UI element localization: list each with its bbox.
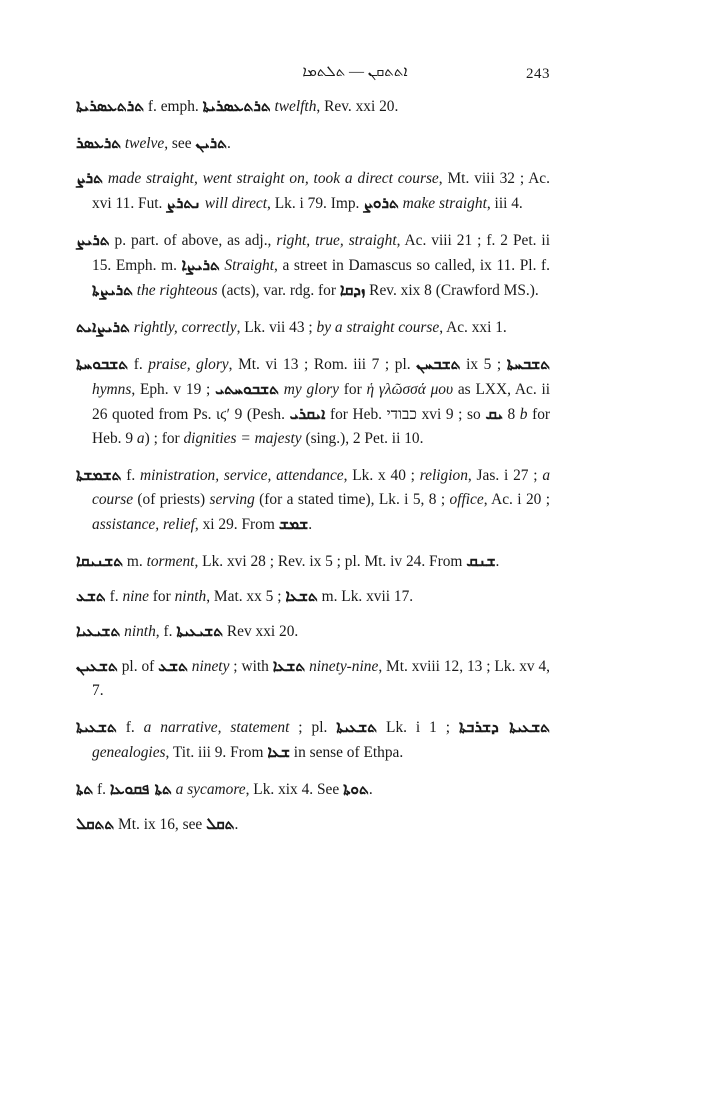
entry-text: , Lk. vii 43 ; <box>236 319 317 336</box>
syriac-headword: ܬܪܝܨܬܐ <box>92 281 133 299</box>
italic-gloss: a <box>136 430 145 447</box>
entry-text: , Ac. viii 21 ; f. 2 Pet. ii 15. Emph. m. <box>92 232 550 274</box>
syriac-headword: ܬܫܒܘܚܬܐ <box>76 355 129 373</box>
italic-gloss: genealogies <box>92 744 166 761</box>
entry-text: , Rev. xxi 20. <box>316 98 399 115</box>
entry-text: ; pl. <box>289 719 337 736</box>
entry-text: f. <box>128 356 149 373</box>
syriac-headword: ܬܫܝܥܝܐ <box>76 622 121 640</box>
entry-text: , xi 29. From <box>194 516 279 533</box>
syriac-headword: ܫܢܩ <box>466 552 496 570</box>
syriac-headword: ܬܪܥܣܪ <box>76 134 122 152</box>
entry-text: , Lk. x 40 ; <box>343 467 420 484</box>
syriac-headword: ܬܫܢܝܩܐ <box>76 552 124 570</box>
entry-text: for Heb. כבודי xvi 9 ; so <box>325 406 486 423</box>
syriac-headword: ܫܥܐ <box>267 743 290 761</box>
italic-gloss: ninth <box>120 623 156 640</box>
entry-text: (acts), var. rdg. for <box>217 282 340 299</box>
syriac-headword: ܬܪܝܨܐ <box>181 256 220 274</box>
syriac-headword: ܬܩܠ <box>206 815 235 833</box>
entry <box>76 715 550 765</box>
italic-gloss: right, true, straight <box>276 232 397 249</box>
italic-gloss: ninety-nine <box>305 658 379 675</box>
syriac-headword: ܬܫܒܚܢ <box>416 355 461 373</box>
italic-gloss: made straight, went straight on, took a direct course <box>102 170 439 187</box>
entry-text: f. <box>93 781 110 798</box>
entry-text: as LXX, Ac. ii 26 quoted from Ps. ιϛʹ 9 (Pesh. <box>92 381 551 423</box>
syriac-headword: ܝܩ <box>485 405 503 423</box>
entry-text: . <box>226 135 231 152</box>
italic-gloss: rightly, correctly <box>129 319 237 336</box>
entry-text: , Lk. xix 4. See <box>245 781 344 798</box>
italic-gloss: my glory <box>278 381 339 398</box>
entry-text: . <box>495 553 500 570</box>
entry <box>76 619 550 644</box>
entry-text: m. Lk. xvii 17. <box>317 588 414 605</box>
syriac-headword: ܐܝܩܪܝ <box>289 405 326 423</box>
syriac-headword: ܬܪܬܥܣܪܝܬܐ <box>76 97 145 115</box>
entry-text: ; with <box>229 658 273 675</box>
entry-text: , Eph. v 19 ; <box>131 381 216 398</box>
italic-gloss: dignities = majesty <box>183 430 302 447</box>
italic-gloss: ninety <box>187 658 230 675</box>
italic-gloss: serving <box>209 491 255 508</box>
entry <box>76 131 550 156</box>
entry <box>76 777 550 802</box>
entry-text: f. <box>105 588 123 605</box>
entry-text: , Lk. i 79. Imp. <box>267 195 364 212</box>
syriac-headword: ܬܫܥܝܢ <box>76 657 118 675</box>
syriac-headword: ܬܬܐ ܦܩܘܥܐ <box>109 780 172 798</box>
entry-text: for <box>338 381 367 398</box>
italic-gloss: hymns <box>92 381 132 398</box>
entry-text: f. <box>121 467 140 484</box>
entry <box>76 352 550 451</box>
syriac-headword: ܬܫܥ <box>158 657 188 675</box>
running-title: ܐܬܬܩܢ — ܬܠܬܡܐ <box>302 64 408 80</box>
entry-text: Rev xxi 20. <box>223 623 299 640</box>
syriac-headword: ܙܕܩܐ <box>339 281 366 299</box>
entry-text: , Ac. xxi 1. <box>439 319 507 336</box>
syriac-headword: ܬܪܝܨܐܝܬ <box>76 318 130 336</box>
italic-gloss: a narrative, statement <box>143 719 290 736</box>
entry-text: m. <box>123 553 147 570</box>
entry-text: ix 5 ; <box>460 356 507 373</box>
entry-text: (of priests) <box>133 491 210 508</box>
entry-text: f. <box>116 719 144 736</box>
entry-text: , f. <box>155 623 177 640</box>
entry-text: . <box>368 781 373 798</box>
italic-gloss: the righteous <box>132 282 218 299</box>
entry <box>76 166 550 216</box>
entry-text: , iii 4. <box>486 195 523 212</box>
italic-gloss: by a straight course <box>316 319 440 336</box>
entry-text: , Jas. i 27 ; <box>467 467 543 484</box>
entry-text: in sense of Ethpa. <box>289 744 404 761</box>
syriac-headword: ܬܫܥܝܬܐ ܕܫܪܒܬܐ <box>459 718 550 736</box>
entry-text: . <box>308 516 313 533</box>
italic-gloss: praise, glory <box>148 356 229 373</box>
syriac-headword: ܬܫܥܝܬܐ <box>76 718 117 736</box>
italic-gloss: make straight <box>398 195 487 212</box>
italic-gloss: will direct <box>200 195 268 212</box>
syriac-headword: ܬܫܥܐ <box>272 657 306 675</box>
entry <box>76 228 550 303</box>
syriac-headword: ܬܫܥܝܬܐ <box>336 718 378 736</box>
entry-text: for Heb. 9 <box>92 406 551 447</box>
italic-gloss: a course <box>92 467 551 508</box>
italic-gloss: torment <box>146 553 195 570</box>
syriac-headword: ܬܪܝܨ <box>76 231 110 249</box>
entry-text: , Mt. xviii 12, 13 ; Lk. xv 4, 7. <box>92 658 551 699</box>
italic-gloss: b <box>519 406 528 423</box>
italic-gloss: religion <box>419 467 468 484</box>
entry-text: ) ; for <box>144 430 184 447</box>
italic-gloss: ministration, service, attendance <box>140 467 344 484</box>
italic-gloss: Straight <box>219 257 274 274</box>
entry-text: , Mt. vi 13 ; Rom. iii 7 ; pl. <box>228 356 417 373</box>
entry-text: Lk. i 1 ; <box>377 719 459 736</box>
entry <box>76 584 550 609</box>
syriac-headword: ܬܪܝܢ <box>195 134 227 152</box>
entry-text: Rev. xix 8 (Crawford MS.). <box>365 282 539 299</box>
syriac-headword: ܬܪܨ <box>76 169 103 187</box>
entry-text: , Mat. xx 5 ; <box>206 588 286 605</box>
entry-text: (for a stated time), Lk. i 5, 8 ; <box>254 491 450 508</box>
italic-gloss: assistance, relief <box>92 516 195 533</box>
entry-text: , a street in Damascus so called, ix 11. Pl. f. <box>274 257 551 274</box>
entry-text: (sing.), 2 Pet. ii 10. <box>301 430 424 447</box>
page-number: 243 <box>526 66 550 82</box>
syriac-headword: ܬܪܘܨ <box>363 194 399 212</box>
entry <box>76 94 550 119</box>
syriac-headword: ܫܡܫ <box>278 515 309 533</box>
entry <box>76 315 550 340</box>
entry-text: pl. of <box>117 658 159 675</box>
syriac-headword: ܬܬܩܠ <box>76 815 115 833</box>
syriac-headword: ܬܫܒܘܚܬܝ <box>215 380 279 398</box>
syriac-headword: ܬܫܡܫܬܐ <box>76 466 122 484</box>
syriac-headword: ܬܪܬܥܣܪܝܬܐ <box>202 97 271 115</box>
entry <box>76 463 550 537</box>
syriac-headword: ܬܘܬܐ <box>343 780 369 798</box>
greek-quote: ἡ γλῶσσά μου <box>366 381 454 398</box>
entry-text: , Mt. viii 32 ; Ac. xvi 11. Fut. <box>92 170 550 212</box>
entry-text: p. part. of above, as adj., <box>109 232 277 249</box>
syriac-headword: ܢܬܪܨ <box>166 194 201 212</box>
italic-gloss: twelve <box>121 135 165 152</box>
entry-text: Mt. ix 16, see <box>114 816 207 833</box>
entry <box>76 549 550 574</box>
entry-text: 8 <box>502 406 520 423</box>
entry <box>76 812 550 837</box>
running-head <box>0 60 710 86</box>
italic-gloss: office <box>449 491 484 508</box>
entry-list <box>76 94 550 847</box>
entry-text: , see <box>164 135 196 152</box>
syriac-headword: ܬܬܐ <box>76 780 94 798</box>
italic-gloss: twelfth <box>270 98 317 115</box>
syriac-headword: ܬܫܝܥܝܬܐ <box>176 622 224 640</box>
entry-text: , Ac. i 20 ; <box>483 491 551 508</box>
entry-text: for <box>148 588 175 605</box>
entry-text: , Tit. iii 9. From <box>165 744 268 761</box>
entry-text: . <box>234 816 239 833</box>
entry <box>76 654 550 703</box>
italic-gloss: ninth <box>174 588 207 605</box>
entry-text: f. emph. <box>144 98 203 115</box>
syriac-headword: ܬܫܥܐ <box>285 587 318 605</box>
syriac-headword: ܬܫܒܚܬܐ <box>506 355 551 373</box>
italic-gloss: nine <box>122 588 149 605</box>
entry-text: , Lk. xvi 28 ; Rev. ix 5 ; pl. Mt. iv 24. From <box>194 553 467 570</box>
syriac-headword: ܬܫܥ <box>76 587 106 605</box>
italic-gloss: a sycamore <box>171 781 246 798</box>
